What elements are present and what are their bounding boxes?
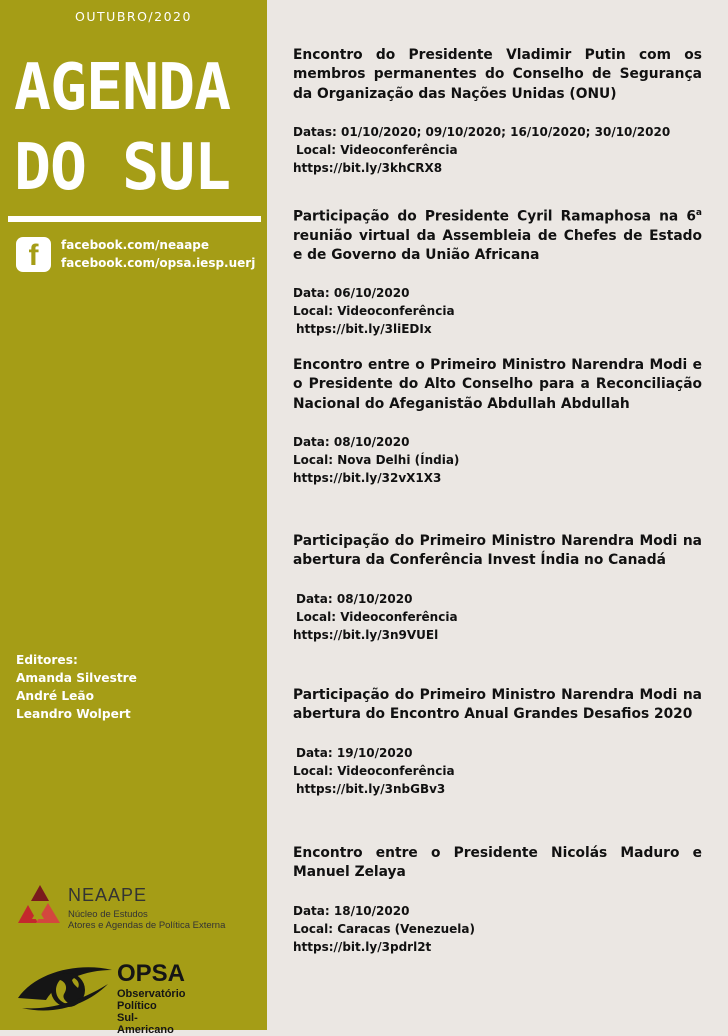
event-details xyxy=(293,284,702,338)
editors-block xyxy=(16,651,137,723)
editor-name: Amanda Silvestre xyxy=(16,671,137,685)
event-item xyxy=(293,204,702,338)
event-details xyxy=(293,744,702,798)
event-title: Participação do Primeiro Ministro Narendra Modi na abertura da Conferência Invest Índia no Canadá xyxy=(293,533,702,569)
event-location: Local: Videoconferência xyxy=(293,304,455,319)
event-link[interactable]: https://bit.ly/3pdrl2t xyxy=(293,939,432,954)
event-link[interactable]: https://bit.ly/32vX1X3 xyxy=(293,470,442,485)
event-link[interactable]: https://bit.ly/3n9VUEl xyxy=(293,627,439,642)
page-title xyxy=(14,48,230,208)
event-date: Datas: 01/10/2020; 09/10/2020; 16/10/2020; 30/10/2020 xyxy=(293,124,671,139)
facebook-links xyxy=(61,236,255,272)
neaape-logo-icon xyxy=(16,885,64,931)
event-item xyxy=(293,356,702,487)
event-title xyxy=(293,204,702,265)
event-date: Data: 08/10/2020 xyxy=(296,591,413,606)
event-title: Encontro entre o Presidente Nicolás Maduro e Manuel Zelaya xyxy=(293,845,702,881)
event-date: Data: 18/10/2020 xyxy=(293,903,410,918)
neaape-subtitle-line: Núcleo de Estudos xyxy=(68,909,148,920)
facebook-link-neaape[interactable]: facebook.com/neaape xyxy=(61,238,210,252)
title-line-2: DO SUL xyxy=(14,131,231,205)
event-details xyxy=(293,590,702,644)
issue-month: OUTUBRO/2020 xyxy=(75,9,192,24)
event-location: Local: Videoconferência xyxy=(293,763,455,778)
editor-name: Leandro Wolpert xyxy=(16,707,131,721)
event-link[interactable]: https://bit.ly/3nbGBv3 xyxy=(296,781,446,796)
opsa-globe-icon xyxy=(16,960,114,1016)
event-item xyxy=(293,46,702,177)
opsa-subtitle xyxy=(117,988,185,1036)
event-date: Data: 08/10/2020 xyxy=(293,434,410,449)
event-title-text: Participação do Presidente Cyril Ramaphosa na 6 xyxy=(293,208,696,225)
opsa-subtitle-line: Observatório Político xyxy=(117,988,186,1012)
title-divider xyxy=(8,216,261,222)
neaape-name: NEAAPE xyxy=(68,885,148,905)
event-title: Encontro do Presidente Vladimir Putin com os membros permanentes do Conselho de Segurança da Organização das Nações Unidas (ONU) xyxy=(293,47,702,102)
event-item xyxy=(293,532,702,644)
neaape-subtitle xyxy=(68,909,268,931)
ordinal-superscript: a xyxy=(695,208,702,218)
editors-label: Editores: xyxy=(16,653,78,667)
event-details xyxy=(293,123,702,177)
event-date: Data: 06/10/2020 xyxy=(293,286,410,301)
event-location: Local: Caracas (Venezuela) xyxy=(293,921,475,936)
opsa-name: OPSA xyxy=(117,960,186,987)
neaape-subtitle-line: Atores e Agendas de Política Externa xyxy=(68,920,226,931)
event-title: Encontro entre o Primeiro Ministro Narendra Modi e o Presidente do Alto Conselho para a Reconciliação Nacional do Afeganistão Abdullah Abdullah xyxy=(293,357,702,412)
event-location: Local: Nova Delhi (Índia) xyxy=(293,452,460,467)
event-details xyxy=(293,433,702,487)
event-title: Participação do Primeiro Ministro Narendra Modi na abertura do Encontro Anual Grandes Desafios 2020 xyxy=(293,687,702,723)
event-link[interactable]: https://bit.ly/3liEDIx xyxy=(296,322,432,337)
event-details xyxy=(293,902,702,956)
event-item xyxy=(293,844,702,956)
event-location: Local: Videoconferência xyxy=(296,609,458,624)
event-item xyxy=(293,686,702,798)
editor-name: André Leão xyxy=(16,689,94,703)
facebook-icon: f xyxy=(16,237,51,272)
facebook-link-opsa[interactable]: facebook.com/opsa.iesp.uerj xyxy=(61,256,256,270)
event-date: Data: 19/10/2020 xyxy=(296,745,413,760)
event-title-text: reunião virtual da Assembleia de Chefes de Estado e de Governo da União Africana xyxy=(293,227,702,264)
event-location: Local: Videoconferência xyxy=(296,142,458,157)
event-link[interactable]: https://bit.ly/3khCRX8 xyxy=(293,160,443,175)
title-line-1: AGENDA xyxy=(14,51,231,125)
opsa-subtitle-line: Sul-Americano xyxy=(117,1012,174,1036)
sidebar xyxy=(0,0,267,1036)
